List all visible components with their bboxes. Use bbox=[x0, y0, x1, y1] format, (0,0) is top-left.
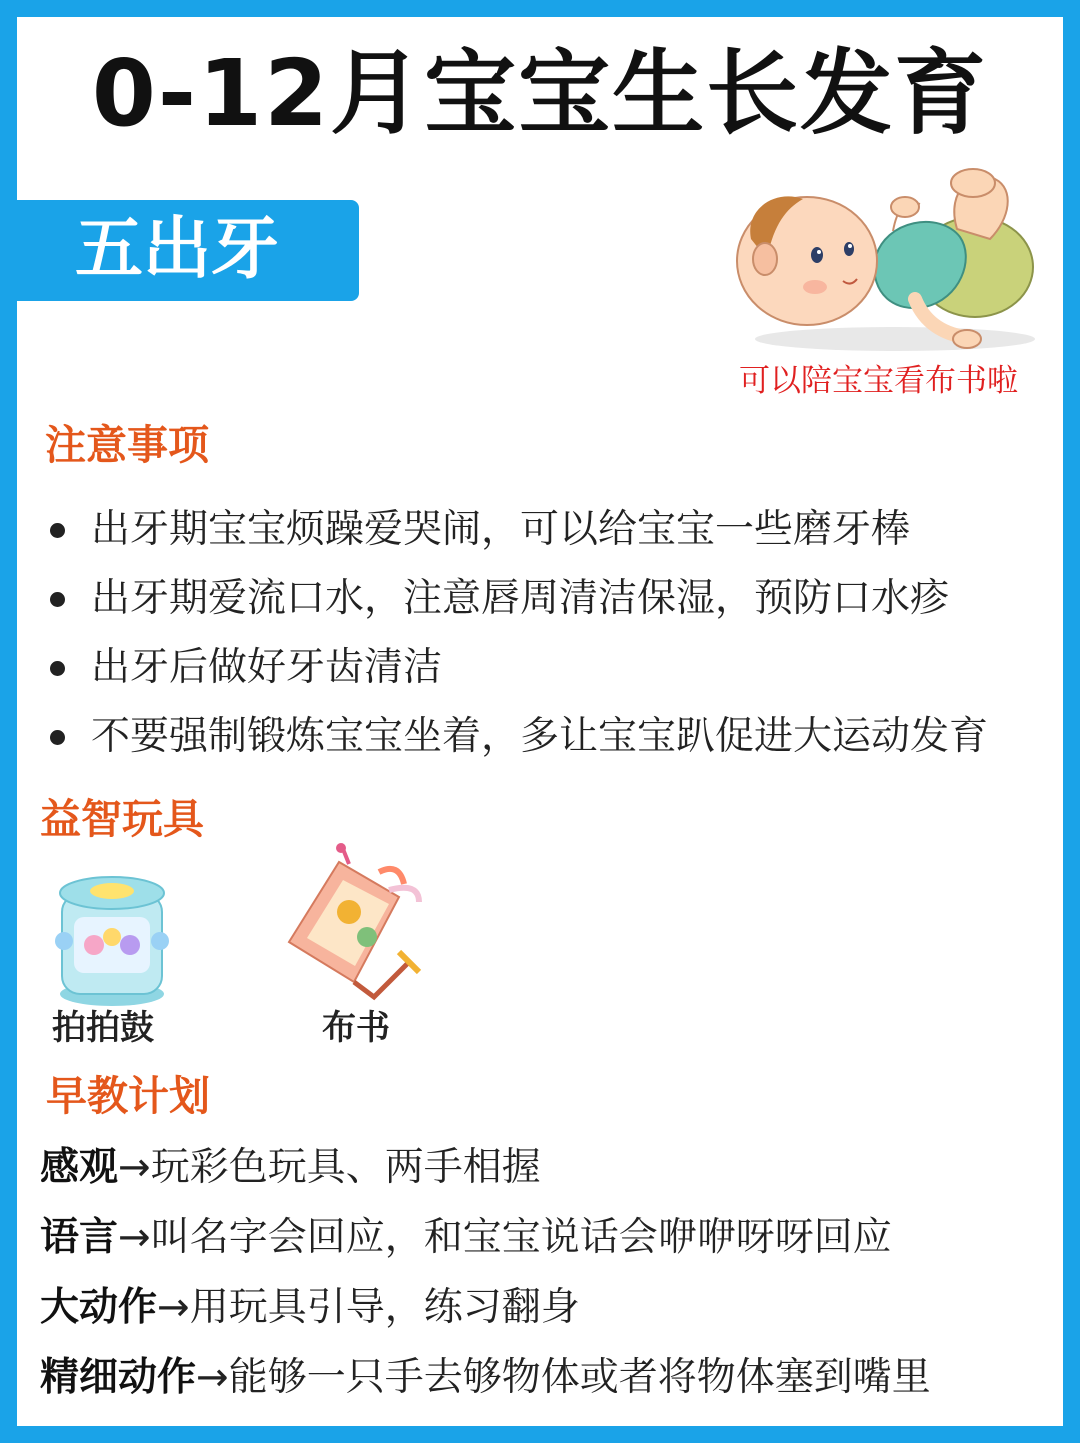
plan-term: 精细动作 bbox=[40, 1355, 197, 1400]
plan-text: 用玩具引导，练习翻身 bbox=[189, 1285, 580, 1330]
illustration-caption: 可以陪宝宝看布书啦 bbox=[739, 363, 1018, 399]
pat-drum-image bbox=[50, 869, 175, 1009]
plan-term: 感观 bbox=[40, 1145, 119, 1190]
plan-arrow: → bbox=[118, 1145, 151, 1190]
plan-row bbox=[40, 1280, 931, 1350]
list-item: 出牙期宝宝烦躁爱哭闹，可以给宝宝一些磨牙棒 bbox=[45, 502, 988, 571]
plan-text: 叫名字会回应，和宝宝说话会咿咿呀呀回应 bbox=[150, 1215, 892, 1260]
plan-arrow: → bbox=[157, 1285, 190, 1330]
plan-term: 大动作 bbox=[40, 1285, 158, 1330]
content-card bbox=[17, 17, 1063, 1426]
cloth-book-image bbox=[279, 842, 429, 1007]
toy-label-cloth-book: 布书 bbox=[322, 1008, 390, 1048]
plan-title: 早教计划 bbox=[46, 1072, 210, 1120]
plan-row bbox=[40, 1140, 931, 1210]
plan-text: 玩彩色玩具、两手相握 bbox=[150, 1145, 541, 1190]
notes-list bbox=[45, 502, 988, 778]
toy-label-drum: 拍拍鼓 bbox=[52, 1008, 154, 1048]
list-item: 出牙后做好牙齿清洁 bbox=[45, 640, 988, 709]
plan-row bbox=[40, 1210, 931, 1280]
plan-row bbox=[40, 1350, 931, 1420]
baby-illustration bbox=[725, 149, 1045, 359]
plan-arrow: → bbox=[118, 1215, 151, 1260]
page-title: 0-12月宝宝生长发育 bbox=[91, 40, 989, 147]
month-tag-label: 五出牙 bbox=[75, 210, 280, 289]
toys-title: 益智玩具 bbox=[40, 795, 204, 843]
plan-text: 能够一只手去够物体或者将物体塞到嘴里 bbox=[228, 1355, 931, 1400]
plan-list bbox=[40, 1140, 931, 1420]
list-item: 不要强制锻炼宝宝坐着，多让宝宝趴促进大运动发育 bbox=[45, 709, 988, 778]
notes-title: 注意事项 bbox=[45, 421, 209, 469]
list-item: 出牙期爱流口水，注意唇周清洁保湿，预防口水疹 bbox=[45, 571, 988, 640]
month-tag bbox=[17, 200, 359, 301]
plan-term: 语言 bbox=[40, 1215, 119, 1260]
plan-arrow: → bbox=[196, 1355, 229, 1400]
